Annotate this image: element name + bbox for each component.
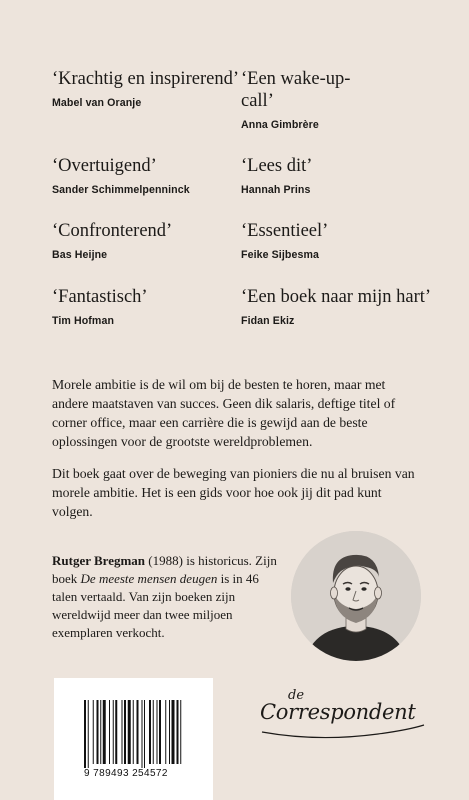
barcode-bar [180, 700, 181, 764]
isbn-digits: 9 789493 254572 [84, 768, 168, 779]
quote-text: ‘Overtuigend’ [52, 156, 157, 176]
quote-text: ‘Een boek naar mijn hart’ [241, 287, 432, 307]
description-paragraph-2: Dit boek gaat over de beweging van pioniers die nu al bruisen van morele ambitie. Het is een gids voor hoe ook jij dit pad kunt volgen. [52, 466, 415, 519]
quote-author: Bas Heijne [52, 249, 108, 261]
author-bio-text: (1988) is historicus. Zijn boek [52, 553, 277, 586]
barcode-bar [172, 700, 175, 764]
barcode-bar [113, 700, 114, 764]
book-title: De meeste mensen deugen [80, 571, 218, 586]
quote-text: ‘Lees dit’ [241, 156, 313, 176]
barcode-bars [54, 678, 213, 768]
barcode-bar [124, 700, 126, 764]
quote-author: Feike Sijbesma [241, 249, 319, 261]
author-name: Rutger Bregman [52, 553, 146, 568]
barcode-bar [84, 700, 86, 768]
quote-text: ‘Fantastisch’ [52, 287, 148, 307]
quote-author: Hannah Prins [241, 184, 311, 196]
barcode-bar [153, 700, 154, 764]
barcode-bar [122, 700, 123, 764]
quote-7 [52, 286, 242, 327]
description-paragraph-1: Morele ambitie is de wil om bij de besten te horen, maar met andere maatstaven van succes. Geen dik salaris, deftige titel of corner office, maar een carrière die is gewijd aan de beste oplossingen voor de grootste wereldproblemen. [52, 377, 396, 449]
quote-text: ‘Confronterend’ [52, 221, 173, 241]
quote-text: ‘Essentieel’ [241, 221, 329, 241]
isbn-barcode [54, 678, 213, 800]
publisher-prefix: de [288, 688, 305, 703]
barcode-bar [157, 700, 158, 764]
barcode-bar [137, 700, 139, 764]
barcode-bar [169, 700, 170, 764]
barcode-bar [177, 700, 179, 764]
publisher-name: Correspondent [260, 700, 416, 724]
author-bio-text: is in 46 talen vertaald. Van zijn boeken zijn wereldwijd meer dan twee miljoen exemplaren verkocht. [52, 571, 259, 640]
barcode-bar [97, 700, 99, 764]
barcode-bar [128, 700, 131, 764]
quote-text: ‘Een wake-up-call’ [241, 69, 351, 111]
author-portrait [291, 531, 421, 661]
barcode-bar [93, 700, 94, 764]
quote-8 [241, 286, 441, 327]
barcode-bar [109, 700, 110, 764]
barcode-bar [88, 700, 89, 768]
quote-2 [241, 68, 351, 131]
barcode-bar [100, 700, 101, 764]
barcode-bar [144, 700, 145, 768]
quote-author: Tim Hofman [52, 315, 115, 327]
quote-4 [241, 155, 431, 196]
barcode-bar [165, 700, 166, 764]
author-portrait-illustration [291, 531, 421, 661]
quote-6 [241, 220, 431, 261]
quote-1 [52, 68, 242, 109]
barcode-bar [115, 700, 117, 764]
quote-author: Fidan Ekiz [241, 315, 295, 327]
quote-author: Mabel van Oranje [52, 97, 142, 109]
barcode-bar [159, 700, 161, 764]
quote-text: ‘Krachtig en inspirerend’ [52, 69, 239, 89]
barcode-bar [103, 700, 106, 764]
publisher-swash [258, 724, 428, 744]
barcode-bar [149, 700, 151, 764]
barcode-bar [142, 700, 143, 768]
author-bio [52, 552, 287, 642]
quote-author: Sander Schimmelpenninck [52, 184, 190, 196]
quote-3 [52, 155, 252, 196]
quote-5 [52, 220, 242, 261]
barcode-bar [133, 700, 134, 764]
quote-author: Anna Gimbrère [241, 119, 319, 131]
publisher-logo [258, 688, 428, 748]
